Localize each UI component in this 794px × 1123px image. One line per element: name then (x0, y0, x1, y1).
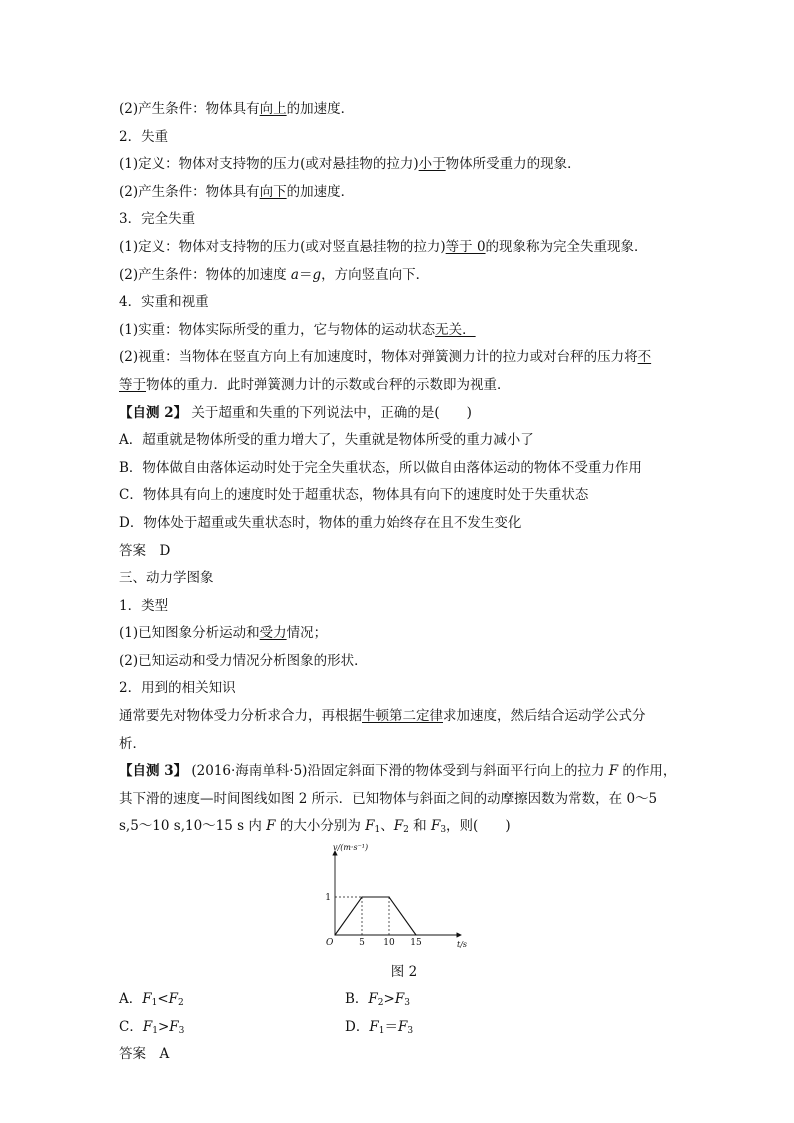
question-3-stem-3: s,5～10 s,10～15 s 内 F 的大小分别为 $F_1$、$F_2$ 和 $F_3$，则( ) (119, 818, 511, 836)
question-2-answer: 答案 D (119, 542, 171, 559)
question-3-stem-1: 【自测 3】 (2016·海南单科·5)沿固定斜面下滑的物体受到与斜面平行向上的拉力 F 的作用， (119, 763, 677, 780)
y-tick-label: 1 (325, 893, 331, 904)
data-point (334, 934, 335, 935)
question-3-stem-2: 其下滑的速度—时间图线如图 2 所示．已知物体与斜面之间的动摩擦因数为常数，在 0～5 (119, 790, 658, 807)
line-4: (2)产生条件：物体具有向下的加速度． (119, 183, 355, 200)
question-3-option-b: B．$F_2>F_3$ (345, 991, 410, 1009)
question-2-option-a: A．超重就是物体所受的重力增大了，失重就是物体所受的重力减小了 (119, 432, 534, 449)
question-2-option-c: C．物体具有向上的速度时处于超重状态，物体具有向下的速度时处于失重状态 (119, 487, 589, 504)
line-3: (1)定义：物体对支持物的压力(或对悬挂物的拉力)小于物体所受重力的现象． (119, 156, 581, 173)
document-page (119, 96, 689, 1069)
section-3-item-2a: 通常要先对物体受力分析求合力，再根据牛顿第二定律求加速度，然后结合运动学公式分 (119, 708, 646, 725)
figure-caption: 图 2 (390, 964, 418, 981)
x-tick-label: 10 (383, 938, 395, 949)
section-3-item-1a: (1)已知图象分析运动和受力情况； (119, 625, 328, 642)
question-3-options-row-2 (119, 1014, 689, 1042)
section-3-item-2: 2．用到的相关知识 (119, 680, 236, 697)
line-2: 2．失重 (119, 128, 169, 145)
question-2-tag: 【自测 2】 (119, 404, 188, 421)
line-7: (2)产生条件：物体的加速度 a＝g，方向竖直向下． (119, 266, 430, 283)
question-3-tag: 【自测 3】 (119, 763, 188, 780)
y-axis-label: v/(m·s⁻¹) (333, 843, 369, 853)
question-2-option-b: B．物体做自由落体运动时处于完全失重状态，所以做自由落体运动的物体不受重力作用 (119, 459, 642, 476)
line-8: 4．实重和视重 (119, 294, 209, 311)
question-3-answer: 答案 A (119, 1046, 170, 1063)
velocity-time-graph (309, 843, 479, 955)
question-3-option-a: A．$F_1<F_2$ (119, 991, 184, 1009)
line-9: (1)实重：物体实际所受的重力，它与物体的运动状态无关． (119, 321, 476, 338)
data-point (415, 934, 416, 935)
section-3-item-1: 1．类型 (119, 597, 169, 614)
line-1: (2)产生条件：物体具有向上的加速度． (119, 101, 355, 117)
line-10: (2)视重：当物体在竖直方向上有加速度时，物体对弹簧测力计的拉力或对台秤的压力将不 (119, 349, 652, 366)
line-6: (1)定义：物体对支持物的压力(或对竖直悬挂物的拉力)等于 0的现象称为完全失重现象． (119, 238, 648, 255)
question-3-options-row-1 (119, 986, 689, 1014)
section-3-item-2b: 析． (119, 735, 146, 752)
section-3-item-1b: (2)已知运动和受力情况分析图象的形状． (119, 652, 368, 669)
x-axis-label: t/s (457, 940, 468, 950)
x-tick-label: 15 (410, 938, 422, 949)
question-3-option-d: D．$F_1=F_3$ (345, 1018, 414, 1036)
question-3-option-c: C．$F_1>F_3$ (119, 1018, 185, 1036)
section-3-heading: 三、动力学图象 (119, 570, 214, 587)
question-2-stem: 【自测 2】 关于超重和失重的下列说法中，正确的是( ) (119, 404, 472, 421)
series-line (335, 897, 416, 935)
question-2-option-d: D．物体处于超重或失重状态时，物体的重力始终存在且不发生变化 (119, 514, 522, 531)
x-tick-label: 5 (359, 938, 365, 949)
figure-2 (119, 841, 689, 959)
line-11: 等于物体的重力．此时弹簧测力计的示数或台秤的示数即为视重． (119, 376, 511, 393)
line-5: 3．完全失重 (119, 211, 196, 228)
origin-label: O (326, 938, 334, 949)
